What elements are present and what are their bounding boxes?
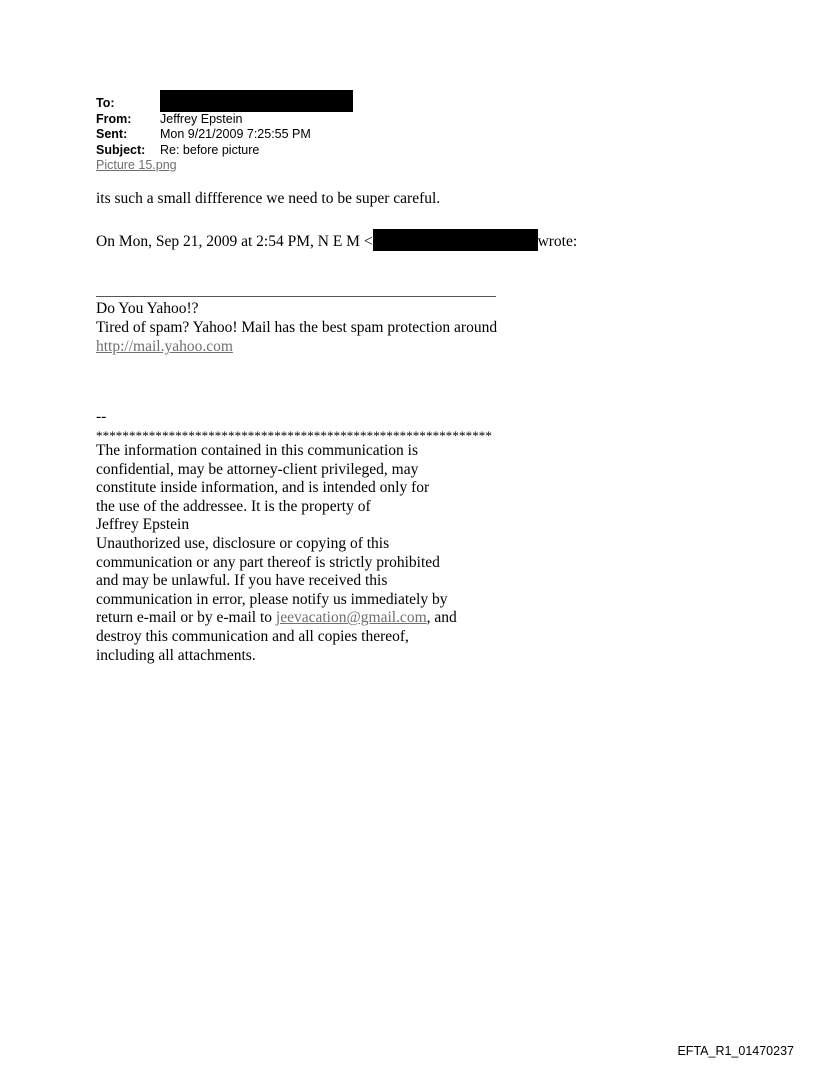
- attachment-row: [96, 158, 516, 174]
- subject-value: Re: before picture: [160, 142, 260, 157]
- subject-row: [96, 143, 516, 159]
- from-value: Jeffrey Epstein: [160, 111, 243, 126]
- sent-row: [96, 127, 516, 143]
- email-link[interactable]: jeevacation@gmail.com: [275, 609, 427, 627]
- signature-dashes: --: [96, 408, 107, 425]
- sent-label: Sent:: [96, 127, 128, 141]
- yahoo-footer: [96, 299, 497, 356]
- quote-suffix: wrote:: [537, 233, 578, 250]
- to-label: To:: [96, 96, 115, 110]
- disclaimer-text: The information contained in this communication is confidential, may be attorney-client privileged, may constitute inside information, and is intended only for the use of the addressee. It is the property of Jeffrey Epstein Unauthorized use, disclosure or copying of this communication or any part thereof is strictly prohibited and may be unlawful. If you have received this communication in error, please notify us immediately by return e-mail or by e-mail to: [96, 442, 448, 627]
- document-id: EFTA_R1_01470237: [677, 1044, 794, 1058]
- from-label: From:: [96, 111, 132, 126]
- divider: [96, 296, 496, 297]
- confidentiality-disclaimer: [96, 442, 516, 665]
- redaction-box: [373, 229, 538, 251]
- signature-stars: ************************************************************: [96, 428, 492, 443]
- attachment-link[interactable]: Picture 15.png: [96, 158, 177, 172]
- quote-prefix: On Mon, Sep 21, 2009 at 2:54 PM, N E M <: [96, 233, 373, 250]
- subject-label: Subject:: [96, 142, 146, 157]
- yahoo-line2: Tired of spam? Yahoo! Mail has the best spam protection around: [96, 319, 498, 336]
- message-text: its such a small diffference we need to be super careful.: [96, 190, 441, 207]
- yahoo-link[interactable]: http://mail.yahoo.com: [96, 338, 233, 355]
- redaction-box: [160, 90, 353, 112]
- disclaimer-text-end: , and destroy this communication and all copies thereof, including all attachments.: [96, 609, 457, 664]
- quote-attribution: [96, 229, 577, 251]
- to-row: [96, 96, 516, 112]
- sent-value: Mon 9/21/2009 7:25:55 PM: [160, 127, 311, 141]
- email-header: [96, 96, 516, 174]
- from-row: [96, 112, 516, 128]
- yahoo-line1: Do You Yahoo!?: [96, 300, 199, 317]
